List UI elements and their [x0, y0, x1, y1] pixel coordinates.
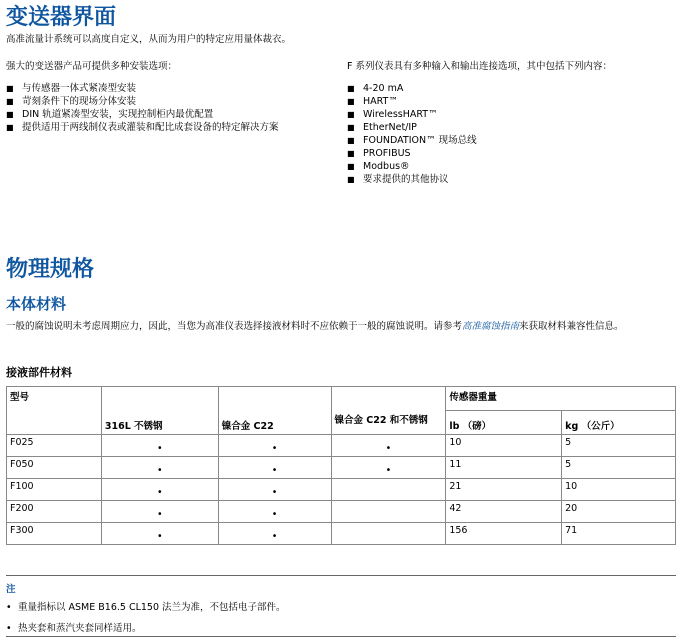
right-column-lead: F 系列仪表具有多种输入和输出连接选项，其中包括下列内容：: [347, 61, 612, 72]
cell-c22: •: [218, 501, 331, 523]
cell-lb: 156: [446, 523, 562, 545]
table-row: [7, 479, 676, 501]
header-c22: 镍合金 C22: [218, 387, 331, 435]
table-row: [7, 435, 676, 457]
notes-list: [6, 601, 286, 641]
table-row: [7, 523, 676, 545]
list-item: ■ FOUNDATION™ 现场总线: [347, 134, 667, 147]
section-title-transmitter-interface: 变送器界面: [6, 5, 117, 30]
list-item: ■ 提供适用于两线制仪表或灌装和配比成套设备的特定解决方案: [6, 121, 326, 134]
io-options-list: [347, 82, 667, 186]
note-item: • 重量指标以 ASME B16.5 CL150 法兰为准，不包括电子部件。: [6, 601, 286, 614]
subsection-title-body-material: 本体材料: [6, 295, 67, 313]
list-item: ■ 要求提供的其他协议: [347, 173, 667, 186]
cell-c22-ss: [331, 479, 446, 501]
header-kg: kg （公斤）: [562, 411, 676, 435]
cell-model: F100: [7, 479, 102, 501]
cell-model: F200: [7, 501, 102, 523]
left-column-lead: 强大的变送器产品可提供多种安装选项：: [6, 61, 178, 72]
table-row: [7, 457, 676, 479]
cell-model: F300: [7, 523, 102, 545]
cell-316l: •: [101, 479, 218, 501]
header-316l: 316L 不锈钢: [101, 387, 218, 435]
cell-kg: 5: [562, 435, 676, 457]
cell-model: F025: [7, 435, 102, 457]
corrosion-guide-link[interactable]: 高准腐蚀指南: [462, 321, 520, 332]
list-item: ■ EtherNet/IP: [347, 121, 667, 134]
cell-316l: •: [101, 457, 218, 479]
list-item: ■ HART™: [347, 95, 667, 108]
header-lb: lb （磅）: [446, 411, 562, 435]
cell-kg: 5: [562, 457, 676, 479]
list-item: ■ WirelessHART™: [347, 108, 667, 121]
cell-316l: •: [101, 435, 218, 457]
cell-316l: •: [101, 523, 218, 545]
notes-title: 注: [6, 584, 16, 595]
cell-c22-ss: •: [331, 435, 446, 457]
cell-lb: 21: [446, 479, 562, 501]
table-title: 接液部件材料: [6, 366, 72, 379]
cell-c22: •: [218, 523, 331, 545]
cell-lb: 42: [446, 501, 562, 523]
list-item: ■ Modbus®: [347, 160, 667, 173]
table-header-row: [7, 387, 676, 411]
list-item: ■ PROFIBUS: [347, 147, 667, 160]
mounting-options-list: [6, 82, 326, 134]
cell-lb: 10: [446, 435, 562, 457]
list-item: ■ 与传感器一体式紧凑型安装: [6, 82, 326, 95]
paragraph-text: 来获取材料兼容性信息。: [519, 321, 624, 332]
header-model: 型号: [7, 387, 102, 435]
cell-316l: •: [101, 501, 218, 523]
notes-bottom-rule: [6, 636, 676, 637]
header-sensor-weight: 传感器重量: [446, 387, 676, 411]
section-title-physical-specs: 物理规格: [6, 257, 95, 282]
cell-kg: 20: [562, 501, 676, 523]
list-item: ■ DIN 轨道紧凑型安装，实现控制柜内最优配置: [6, 108, 326, 121]
table-row: [7, 501, 676, 523]
notes-top-rule: [6, 575, 676, 576]
cell-c22: •: [218, 435, 331, 457]
cell-c22-ss: [331, 501, 446, 523]
cell-c22-ss: •: [331, 457, 446, 479]
header-c22-ss: 镍合金 C22 和不锈钢: [331, 387, 446, 435]
list-item: ■ 4-20 mA: [347, 82, 667, 95]
cell-lb: 11: [446, 457, 562, 479]
cell-kg: 71: [562, 523, 676, 545]
body-material-paragraph: [6, 320, 674, 333]
paragraph-text: 一般的腐蚀说明未考虑周期应力，因此，当您为高准仪表选择接液材料时不应依赖于一般的腐蚀说明。请参考: [6, 321, 463, 332]
section-intro: 高准流量计系统可以高度自定义，从而为用户的特定应用量体裁衣。: [6, 34, 292, 45]
cell-c22: •: [218, 457, 331, 479]
cell-model: F050: [7, 457, 102, 479]
cell-c22-ss: [331, 523, 446, 545]
note-item: • 热夹套和蒸汽夹套同样适用。: [6, 622, 286, 635]
list-item: ■ 苛刻条件下的现场分体安装: [6, 95, 326, 108]
cell-kg: 10: [562, 479, 676, 501]
cell-c22: •: [218, 479, 331, 501]
wetted-materials-table: [6, 386, 676, 545]
